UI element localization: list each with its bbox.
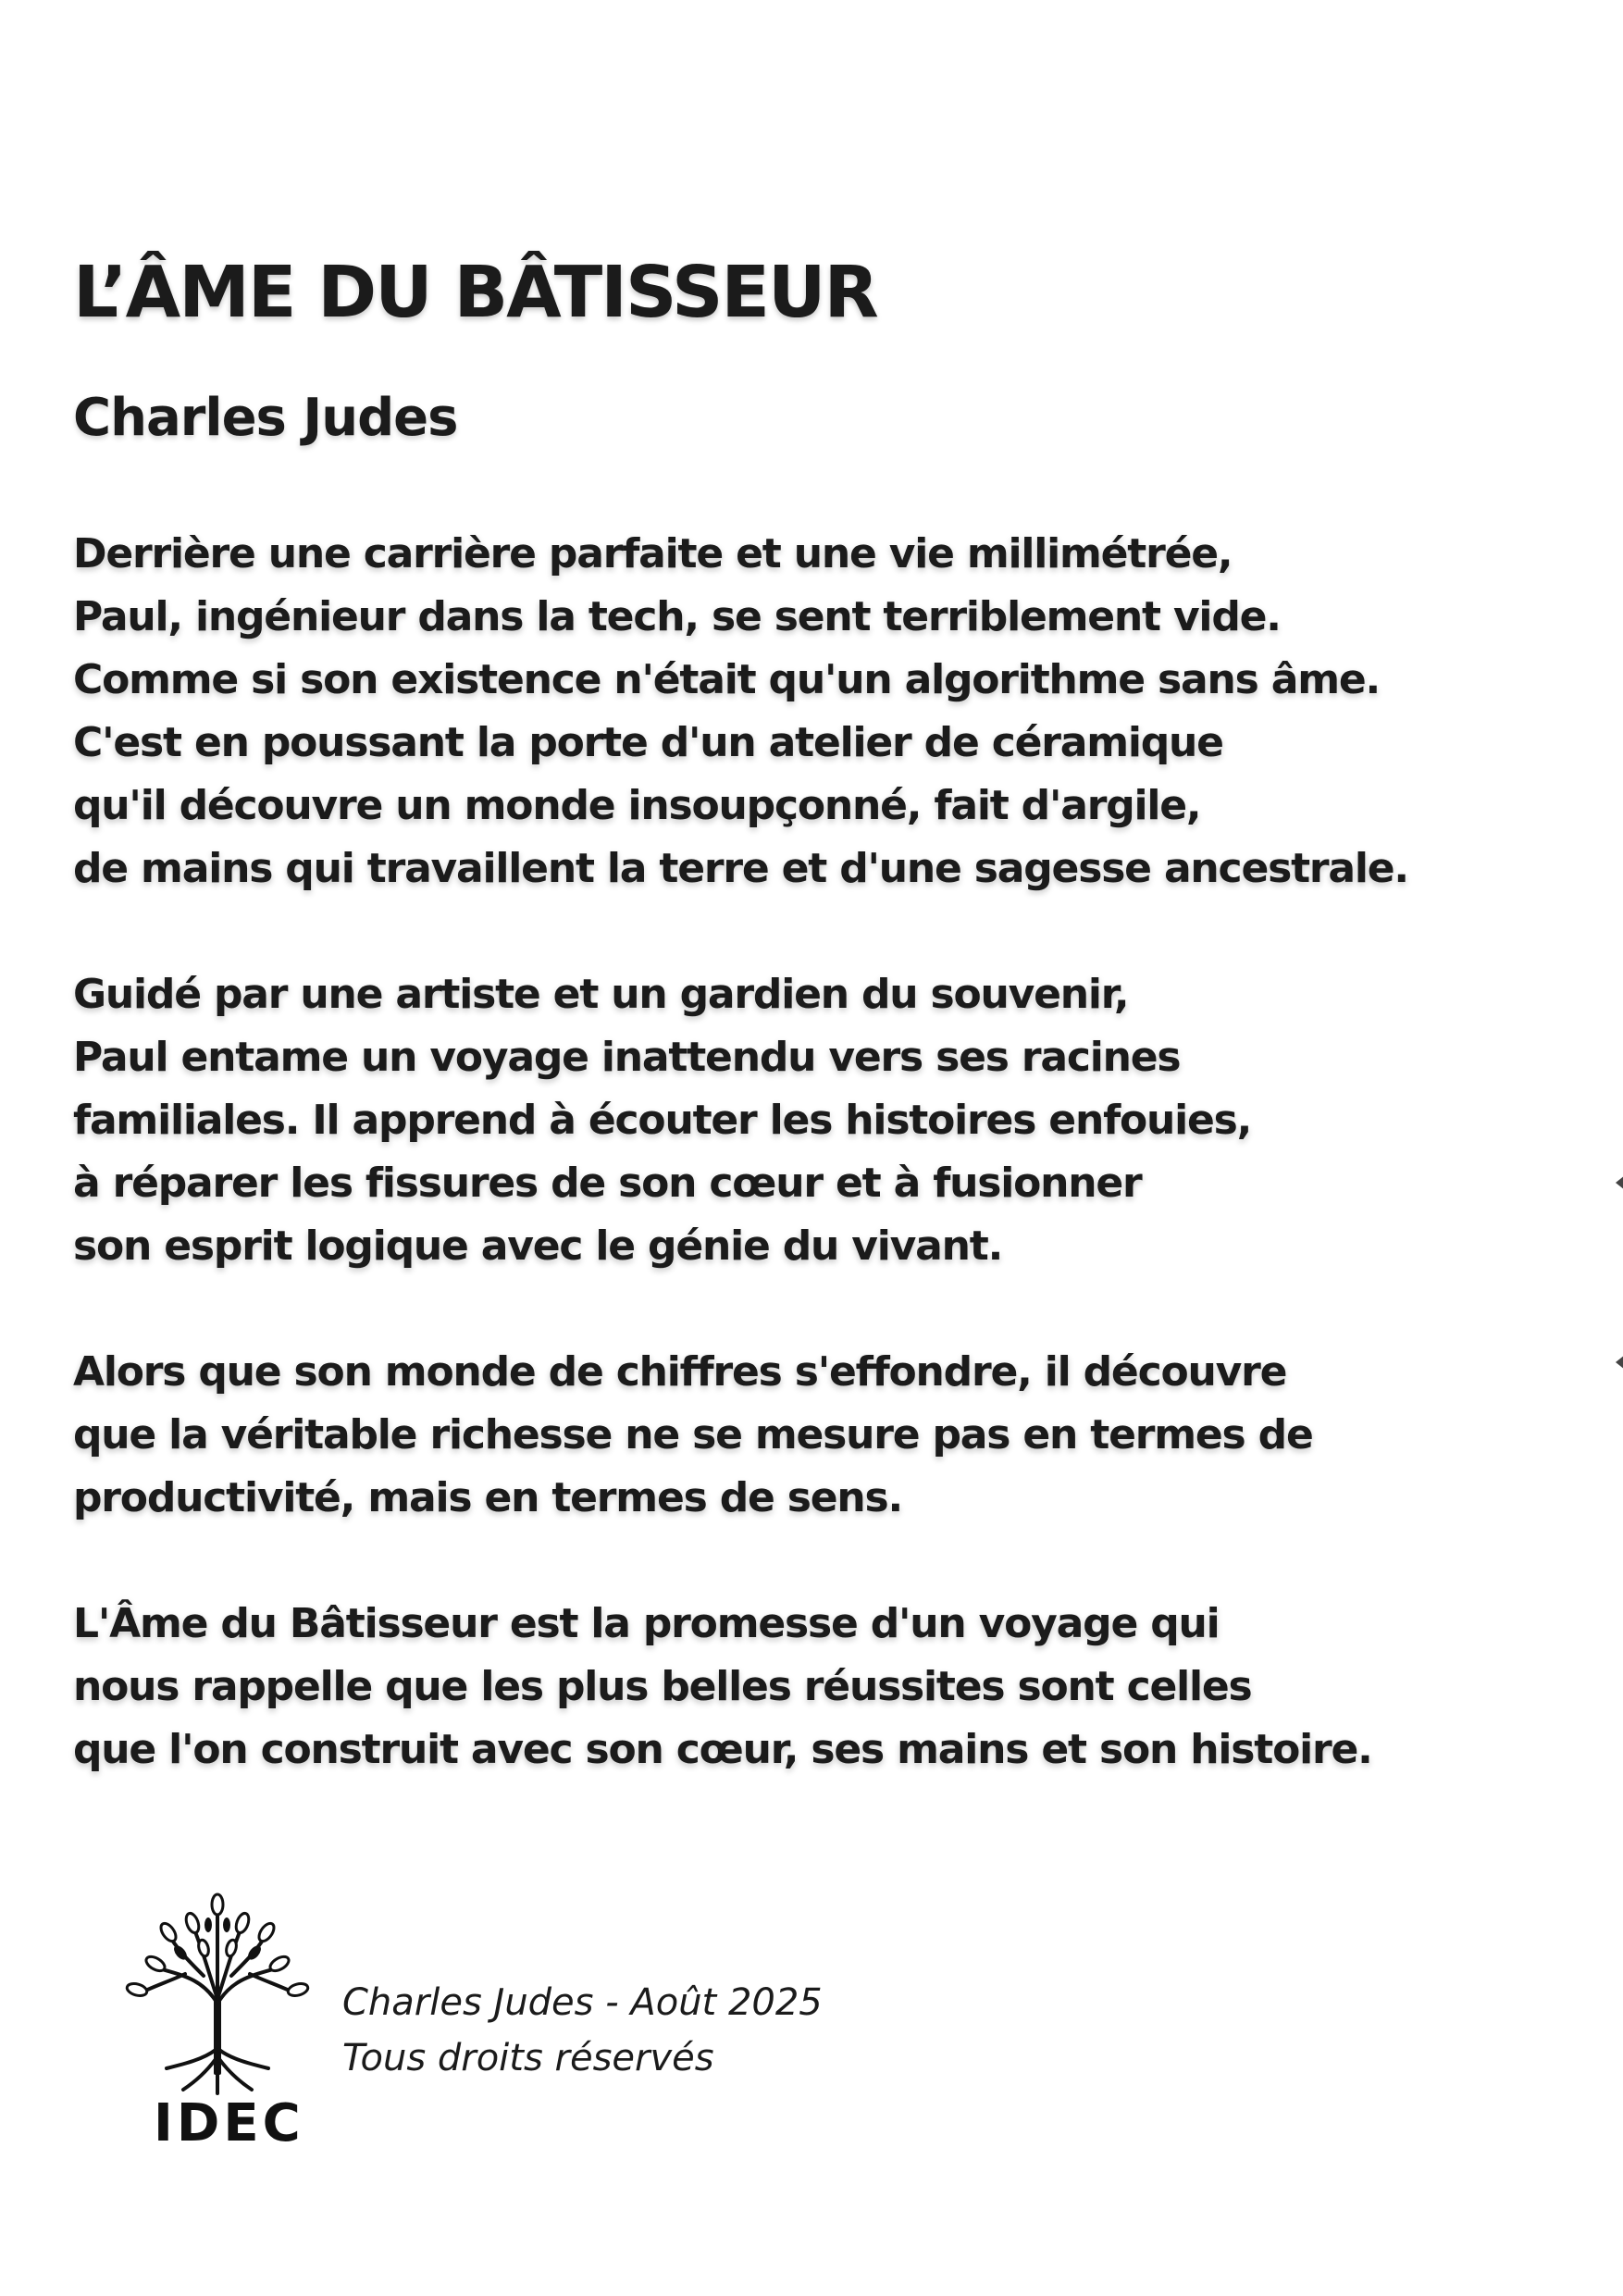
text-line: Guidé par une artiste et un gardien du souvenir, bbox=[73, 971, 1129, 1018]
book-title: L’ÂME DU BÂTISSEUR bbox=[73, 252, 877, 334]
author-name: Charles Judes bbox=[73, 388, 458, 448]
text-line: Paul entame un voyage inattendu vers ses racines bbox=[73, 1034, 1181, 1081]
paragraph-1 bbox=[73, 523, 1572, 900]
copyright-footer bbox=[342, 1975, 823, 2086]
text-line: Derrière une carrière parfaite et une vie millimétrée, bbox=[73, 530, 1233, 577]
idec-logo bbox=[120, 1888, 315, 2156]
rights-notice: Tous droits réservés bbox=[342, 2037, 714, 2079]
text-line: Alors que son monde de chiffres s'effondre, il découvre bbox=[73, 1348, 1287, 1396]
logo-wordmark: IDEC bbox=[154, 2093, 304, 2153]
text-line: de mains qui travaillent la terre et d'une sagesse ancestrale. bbox=[73, 845, 1408, 892]
paragraph-3 bbox=[73, 1341, 1572, 1530]
tree-with-roots-icon bbox=[120, 1888, 315, 2096]
paragraph-2 bbox=[73, 963, 1572, 1278]
text-line: à réparer les fissures de son cœur et à fusionner bbox=[73, 1160, 1142, 1207]
text-line: Comme si son existence n'était qu'un algorithme sans âme. bbox=[73, 656, 1381, 703]
author-date: Charles Judes - Août 2025 bbox=[342, 1981, 823, 2024]
text-line: qu'il découvre un monde insoupçonné, fait d'argile, bbox=[73, 782, 1201, 829]
text-line: que la véritable richesse ne se mesure pas en termes de bbox=[73, 1411, 1313, 1458]
synopsis-text bbox=[73, 523, 1572, 1844]
text-line: C'est en poussant la porte d'un atelier de céramique bbox=[73, 719, 1223, 766]
text-line: familiales. Il apprend à écouter les histoires enfouies, bbox=[73, 1097, 1252, 1144]
text-line: productivité, mais en termes de sens. bbox=[73, 1474, 903, 1521]
text-line: L'Âme du Bâtisseur est la promesse d'un voyage qui bbox=[73, 1600, 1220, 1647]
edge-arrow-icon bbox=[1614, 1173, 1623, 1192]
paragraph-4 bbox=[73, 1593, 1572, 1781]
edge-arrow-icon bbox=[1614, 1353, 1623, 1371]
text-line: Paul, ingénieur dans la tech, se sent terriblement vide. bbox=[73, 593, 1281, 640]
text-line: son esprit logique avec le génie du vivant. bbox=[73, 1222, 1003, 1270]
text-line: que l'on construit avec son cœur, ses mains et son histoire. bbox=[73, 1726, 1372, 1773]
text-line: nous rappelle que les plus belles réussites sont celles bbox=[73, 1663, 1252, 1710]
